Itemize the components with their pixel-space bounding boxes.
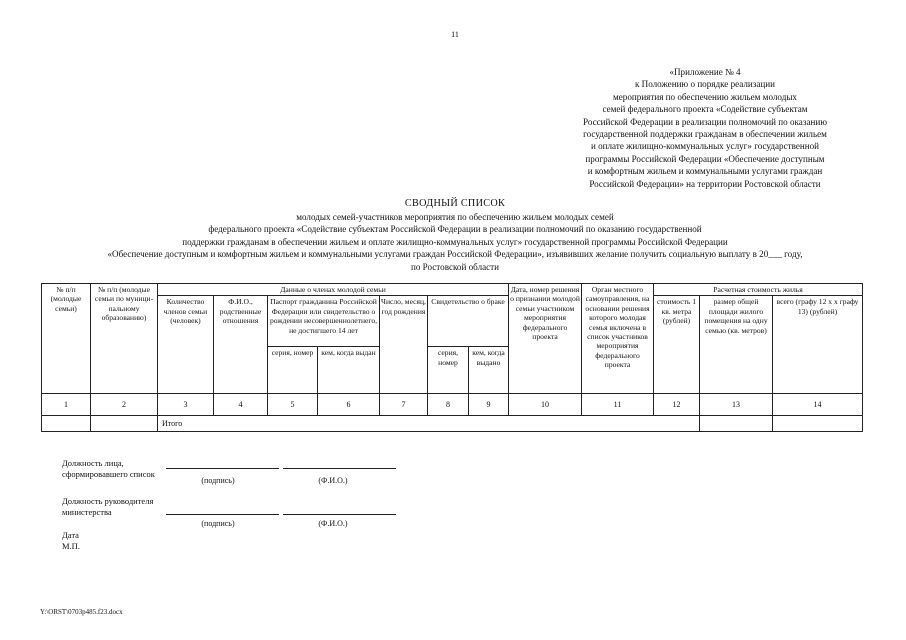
column-number: 13 (700, 394, 773, 416)
appendix-line: Российской Федерации» на территории Ростовской области (589, 178, 821, 189)
head-label-line: Должность руководителя (62, 496, 154, 506)
file-path-footer: Y:\ORST\0703p485.f23.docx (40, 608, 123, 616)
compiler-name-line (283, 468, 396, 469)
name-hint: (Ф.И.О.) (318, 476, 348, 485)
itogo-area-cell (700, 416, 773, 432)
header-decision-date: Дата, номер решения о признании молодой семьи участником мероприятия федерального проекта (509, 284, 582, 394)
header-total-cost: всего (графу 12 х х графу 13) (рублей) (773, 296, 863, 394)
header-group-cost: Расчетная стоимость жилья (654, 284, 863, 296)
subtitle-line: молодых семей-участников мероприятия по обеспечению жильем молодых семей (296, 212, 614, 222)
column-number: 10 (509, 394, 582, 416)
appendix-header (560, 66, 850, 190)
header-cost-per-m2: стоимость 1 кв. метра (рублей) (654, 296, 700, 394)
appendix-line: и комфортным жильем и коммунальными услугами граждан (587, 166, 823, 177)
header-fio: Ф.И.О., родственные отношения (214, 296, 268, 394)
compiler-signature-line (166, 468, 279, 469)
column-number: 3 (158, 394, 214, 416)
document-title: СВОДНЫЙ СПИСОК (404, 198, 506, 209)
head-signature-line (166, 514, 279, 515)
head-name-line (283, 514, 396, 515)
column-number: 9 (469, 394, 509, 416)
compiler-label (62, 458, 155, 480)
header-local-authority: Орган местного самоуправления, на основании решения которого молодая семья включена в список участников мероприятия федерального проекта (582, 284, 654, 394)
header-col2: № п/п (молодые семьи по муници-пальному образованию) (91, 284, 158, 394)
header-passport: Паспорт гражданина Российской Федерации или свидетельство о рождении несовершеннолетнего, не достигшего 14 лет (268, 296, 380, 347)
summary-table (41, 283, 863, 432)
appendix-line: Российской Федерации в реализации полномочий по оказанию (582, 116, 828, 127)
header-birth-date: Число, месяц, год рождения (380, 296, 428, 394)
column-number: 6 (318, 394, 380, 416)
appendix-line: мероприятия по обеспечению жильем молодых (613, 91, 797, 102)
appendix-line: «Приложение № 4 (669, 67, 741, 77)
header-marriage-series: серия, номер (428, 347, 469, 394)
header-member-count: Количество членов семьи (человек) (158, 296, 214, 394)
itogo-label: Итого (158, 416, 700, 432)
document-subtitle (38, 211, 872, 273)
subtitle-line: поддержки гражданам в обеспечении жильем и оплате жилищно-коммунальных услуг» государственной программы Российской Федерации (182, 236, 728, 247)
date-label: Дата (62, 530, 79, 540)
signature-hint: (подпись) (201, 519, 235, 528)
column-number: 8 (428, 394, 469, 416)
appendix-line: государственной поддержки гражданам в обеспечении жильем (583, 129, 827, 140)
page-number: 11 (451, 30, 459, 39)
header-marriage-issued: кем, когда выдано (469, 347, 509, 394)
itogo-empty-cell (91, 416, 158, 432)
itogo-total-cell (773, 416, 863, 432)
subtitle-line: федерального проекта «Содействие субъектам Российской Федерации в реализации полномочий по оказанию государственной (208, 224, 702, 235)
compiler-label-line: сформировавшего список (62, 469, 155, 479)
signature-hint: (подпись) (201, 476, 235, 485)
appendix-line: и оплате жилищно-коммунальных услуг» государственной (590, 141, 820, 152)
header-area: размер общей площади жилого помещения на одну семью (кв. метров) (700, 296, 773, 394)
compiler-label-line: Должность лица, (62, 458, 124, 468)
head-label (62, 496, 153, 518)
column-number: 14 (773, 394, 863, 416)
stamp-label: М.П. (62, 541, 80, 551)
column-number: 2 (91, 394, 158, 416)
header-marriage-cert: Свидетельство о браке (428, 296, 509, 347)
appendix-line: семей федерального проекта «Содействие субъектам (602, 104, 808, 115)
appendix-line: к Положению о порядке реализации (634, 79, 776, 90)
itogo-empty-cell (42, 416, 91, 432)
head-label-line: министерства (62, 507, 112, 517)
name-hint: (Ф.И.О.) (318, 519, 348, 528)
column-number: 1 (42, 394, 91, 416)
header-passport-series: серия, номер (268, 347, 318, 394)
column-number: 5 (268, 394, 318, 416)
subtitle-line: «Обеспечение доступным и комфортным жильем и коммунальными услугами граждан Российской Федерации», изъявивших желание получить социальную выплату в 20___ году, (107, 249, 803, 260)
header-col1: № п/п (молодые семьи) (42, 284, 91, 394)
column-number: 4 (214, 394, 268, 416)
header-passport-issued: кем, когда выдан (318, 347, 380, 394)
header-group-members: Данные о членах молодой семьи (158, 284, 509, 296)
column-number: 11 (582, 394, 654, 416)
appendix-line: программы Российской Федерации «Обеспечение доступным (585, 153, 825, 164)
subtitle-line: по Ростовской области (410, 261, 500, 272)
column-number: 7 (380, 394, 428, 416)
column-number: 12 (654, 394, 700, 416)
